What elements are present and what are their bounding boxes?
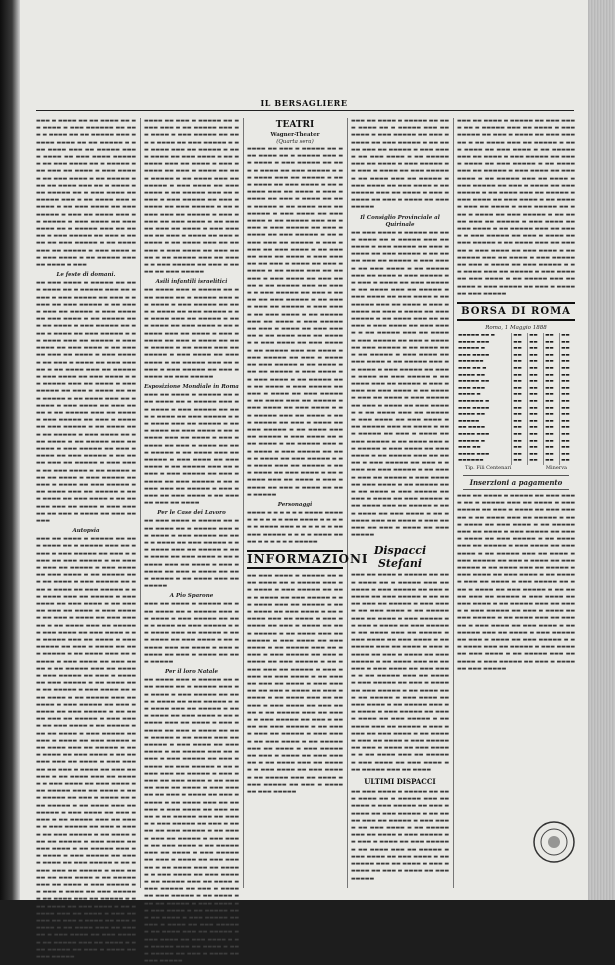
table-row: ▬▬▬▬▬ ▬▬ ▬▬ ▬▬ ▬▬ (458, 418, 570, 424)
table-row: ▬▬▬▬ ▬ ▬▬ ▬▬ ▬▬ ▬▬ (458, 392, 570, 398)
theatre-subheading: Wagner-Theater (270, 132, 320, 138)
table-row: ▬▬▬▬▬ ▬ ▬▬ ▬▬ ▬▬ ▬▬ (458, 438, 570, 444)
informazioni-heading: INFORMAZIONI (247, 550, 343, 569)
table-row: ▬▬▬▬ ▬▬ ▬▬ ▬▬ ▬▬ ▬▬ (458, 372, 570, 378)
table-row: ▬▬▬ ▬▬▬▬ ▬▬ ▬▬ ▬▬ ▬▬ (458, 405, 570, 411)
printer-line (457, 465, 575, 472)
illegible-text-block: ▬▬▬ ▬▬ ▬▬▬▬ ▬ ▬▬▬▬▬ ▬▬ ▬▬▬ ▬▬▬▬ ▬▬ ▬ ▬▬▬▬▬ ▬▬▬ ▬▬ ▬▬▬▬ ▬ ▬▬▬ ▬▬▬▬▬ ▬▬ ▬▬▬ ▬ ▬▬▬▬ ▬▬ ▬▬▬ ▬▬▬▬▬ ▬ ▬▬ ▬▬▬▬ ▬▬▬ ▬▬ ▬▬▬▬▬ ▬ ▬▬▬ ▬▬▬▬ ▬▬ ▬▬▬ ▬▬▬▬ ▬ ▬▬ ▬▬▬▬▬ ▬▬▬ ▬▬ ▬▬▬▬ ▬ ▬▬▬ ▬▬▬▬▬ ▬▬ ▬▬▬ ▬ ▬▬▬▬ ▬▬ ▬▬▬ ▬▬▬▬▬ ▬ ▬▬ ▬▬▬▬ ▬▬▬ ▬▬ ▬▬▬▬▬ ▬ ▬▬▬ ▬▬▬▬ ▬▬ ▬▬▬ ▬▬▬▬ ▬ ▬▬ ▬▬▬▬▬ ▬▬▬ ▬▬ ▬▬▬▬ ▬ ▬▬▬ ▬▬▬▬▬ ▬▬ ▬▬▬ ▬ ▬▬▬▬ ▬▬ ▬▬▬ ▬▬▬▬▬ ▬ ▬▬ ▬▬▬▬ ▬▬▬ ▬▬ ▬▬▬▬▬ ▬ ▬▬▬ ▬▬▬▬ ▬▬ ▬▬▬ ▬▬▬▬ ▬ ▬▬ ▬▬▬▬▬ ▬▬▬ ▬▬ ▬▬▬▬ (144, 392, 239, 507)
table-row: ▬▬▬▬▬ ▬ ▬▬ ▬▬ ▬▬ ▬▬ (458, 346, 570, 352)
table-row: ▬▬▬▬ ▬▬▬ ▬▬ ▬▬ ▬▬ ▬▬ (458, 451, 570, 457)
section-heading: A Pio Sparone (169, 593, 214, 600)
column-1 (36, 118, 136, 960)
theatre-note: (Quarta sera) (276, 139, 314, 145)
theatre-heading: TEATRI (275, 120, 315, 130)
illegible-text-block: ▬▬ ▬▬▬ ▬▬▬▬ ▬ ▬▬▬▬▬ ▬▬ ▬▬▬ ▬▬▬▬ ▬▬ ▬ ▬▬▬▬▬ ▬▬▬ ▬▬ ▬▬▬▬ ▬ ▬▬▬ ▬▬▬▬▬ ▬▬ ▬▬▬ ▬ ▬▬▬▬ ▬▬ ▬▬▬ ▬▬▬▬▬ ▬ ▬▬ ▬▬▬▬ ▬▬▬ ▬▬ ▬▬▬▬▬ ▬ ▬▬▬ ▬▬▬▬ ▬▬ ▬▬▬ ▬▬▬▬ ▬ ▬▬ ▬▬▬▬▬ ▬▬▬ ▬▬ ▬▬▬▬ ▬ ▬▬▬ ▬▬▬▬▬ ▬▬ ▬▬▬ ▬ ▬▬▬▬ ▬▬ ▬▬▬ ▬▬▬▬▬ ▬ ▬▬ ▬▬▬▬ ▬▬▬ ▬▬ ▬▬▬▬▬ ▬ ▬▬▬ ▬▬▬▬ ▬▬ ▬▬▬ ▬▬▬▬ ▬ ▬▬ ▬▬▬▬▬ ▬▬▬ ▬▬ ▬▬▬▬ ▬ ▬▬▬ ▬▬▬▬▬ ▬▬ ▬▬▬ ▬ ▬▬▬▬ ▬▬ ▬▬▬ ▬▬▬▬▬ ▬ ▬▬ ▬▬▬▬ ▬▬▬ ▬▬ ▬▬▬▬▬ ▬ ▬▬▬ ▬▬▬▬ ▬▬ ▬▬▬ ▬▬▬▬ ▬ ▬▬ ▬▬▬▬▬ ▬▬▬ ▬▬ ▬▬▬▬ ▬ ▬▬▬ ▬▬▬▬▬ ▬▬ ▬▬▬ ▬ ▬▬▬▬ ▬▬ ▬▬▬ ▬▬▬▬▬ ▬ ▬▬ ▬▬▬▬ ▬▬▬ ▬▬ ▬▬▬▬▬ ▬ ▬▬▬ ▬▬▬▬ ▬▬ ▬▬▬ ▬▬▬▬ ▬ ▬▬ ▬▬▬▬▬ ▬▬▬ ▬▬ ▬▬▬▬ ▬ ▬▬▬ ▬▬▬▬▬ ▬▬ ▬▬▬ ▬ ▬▬▬▬ ▬▬ ▬▬▬ ▬▬▬▬▬ ▬ ▬▬ ▬▬▬▬ ▬▬▬ ▬▬ ▬▬▬▬▬ ▬ ▬▬▬ ▬▬▬▬ ▬▬ ▬▬▬ ▬▬▬▬ ▬ ▬▬ ▬▬▬▬▬ ▬▬▬ ▬▬ ▬▬▬▬ ▬ ▬▬▬ ▬▬▬▬▬ ▬▬ ▬▬▬ ▬ ▬▬▬▬ ▬▬ ▬▬▬ ▬▬▬▬▬ ▬ ▬▬ ▬▬▬▬ ▬▬▬ ▬▬ ▬▬▬▬▬ ▬ ▬▬▬ ▬▬▬▬ ▬▬ ▬▬▬ ▬▬▬▬ ▬ ▬▬ ▬▬▬▬▬ ▬▬▬ ▬▬ ▬▬▬▬ ▬ ▬▬▬ ▬▬▬▬▬ ▬▬ ▬▬▬ ▬ ▬▬▬▬ ▬▬ ▬▬▬ ▬▬▬▬▬ ▬ ▬▬ ▬▬▬▬ ▬▬▬ ▬▬ ▬▬▬▬▬ ▬ ▬▬▬ ▬▬▬▬ ▬▬ ▬▬▬ ▬▬▬▬ ▬ ▬▬ ▬▬▬▬▬ ▬▬▬ ▬▬ ▬▬▬▬ ▬ ▬▬▬ ▬▬▬▬▬ ▬▬ ▬▬▬ ▬ ▬▬▬▬ ▬▬ ▬▬▬ ▬▬▬▬▬ (36, 280, 136, 524)
header-rule (36, 110, 574, 111)
section-heading: Per il loro Natale (165, 669, 218, 676)
column-divider (453, 118, 454, 888)
column-3 (247, 118, 369, 888)
table-row: ▬▬▬▬ ▬▬▬ ▬▬ ▬▬ ▬▬ ▬▬ (458, 431, 570, 437)
column-divider (243, 118, 244, 888)
table-row: ▬▬▬ ▬▬▬ ▬▬ ▬▬ ▬▬ ▬▬ (458, 385, 570, 391)
column-divider (347, 118, 348, 888)
table-row: ▬▬▬▬▬▬ ▬▬ ▬▬ ▬▬ ▬▬ (458, 359, 570, 365)
newspaper-page (20, 0, 588, 965)
table-row: ▬▬▬▬ ▬▬▬ ▬▬ ▬▬ ▬▬ ▬▬ (458, 339, 570, 345)
borsa-table (457, 333, 575, 465)
table-row: ▬▬ ▬▬▬▬ ▬▬ ▬▬ ▬▬ ▬▬ (458, 425, 570, 431)
illegible-text-block: ▬▬ ▬▬▬▬ ▬▬▬ ▬ ▬▬▬▬▬ ▬▬ ▬▬▬ ▬▬▬▬ ▬▬ ▬ ▬▬▬▬▬ ▬▬▬ ▬▬ ▬▬▬▬ ▬ ▬▬▬ ▬▬▬▬▬ ▬▬ ▬▬▬ ▬ ▬▬▬▬ ▬▬ ▬▬▬ ▬▬▬▬▬ ▬ ▬▬ ▬▬▬▬ ▬▬▬ ▬▬ ▬▬▬▬▬ ▬ ▬▬▬ ▬▬▬▬ ▬▬ ▬▬▬ ▬▬▬▬ ▬ ▬▬ ▬▬▬▬▬ ▬▬▬ ▬▬ ▬▬▬▬ ▬ ▬▬▬ ▬▬▬▬▬ ▬▬ ▬▬▬ ▬ ▬▬▬▬ ▬▬ ▬▬▬ ▬▬▬▬▬ ▬ ▬▬ ▬▬▬▬ ▬▬▬ ▬▬ ▬▬▬▬▬ ▬ ▬▬▬ ▬▬▬▬ ▬▬ ▬▬▬ ▬▬▬▬ ▬ ▬▬ ▬▬▬▬▬ ▬▬▬ ▬▬ ▬▬▬▬ ▬ ▬▬▬ ▬▬▬▬▬ ▬▬ ▬▬▬ ▬ ▬▬▬▬ ▬▬ ▬▬▬ ▬▬▬▬▬ ▬ ▬▬ ▬▬▬▬ ▬▬▬ ▬▬ ▬▬▬▬▬ ▬ ▬▬▬ ▬▬▬▬ ▬▬ ▬▬▬ ▬▬▬▬ ▬ ▬▬ ▬▬▬▬▬ ▬▬▬ ▬▬ ▬▬▬▬ ▬ ▬▬▬ ▬▬▬▬▬ ▬▬ ▬▬▬ ▬ ▬▬▬▬ ▬▬ ▬▬▬ ▬▬▬▬▬ ▬ ▬▬ ▬▬▬▬ ▬▬▬ ▬▬ ▬▬▬▬▬ ▬ ▬▬▬ ▬▬▬▬ ▬▬ ▬▬▬ ▬▬▬▬ ▬ ▬▬ ▬▬▬▬▬ ▬▬▬ ▬▬ ▬▬▬▬ ▬ ▬▬▬ ▬▬▬▬▬ ▬▬ ▬▬▬ ▬ ▬▬▬▬ ▬▬ ▬▬▬ ▬▬▬▬▬ ▬ ▬▬ ▬▬▬▬ ▬▬▬ ▬▬ ▬▬▬▬▬ ▬ ▬▬▬ ▬▬▬▬ ▬▬ ▬▬▬ ▬▬▬▬ ▬ ▬▬ ▬▬▬▬▬ ▬▬▬ ▬▬ ▬▬▬▬ ▬ ▬▬▬ ▬▬▬▬▬ ▬▬ ▬▬▬ ▬ ▬▬▬▬ ▬▬ ▬▬▬ ▬▬▬▬▬ ▬ ▬▬ ▬▬▬▬ ▬▬▬ ▬▬ ▬▬▬▬▬ ▬ ▬▬▬ ▬▬▬▬ ▬▬ ▬▬▬ ▬▬▬▬ ▬ ▬▬ ▬▬▬▬▬ ▬▬▬ ▬▬ ▬▬▬▬ ▬ ▬▬▬ ▬▬▬▬▬ ▬▬ ▬▬▬ ▬ ▬▬▬▬ ▬▬ ▬▬▬ ▬▬▬▬▬ ▬ ▬▬ ▬▬▬▬ ▬▬▬ ▬▬ ▬▬▬▬▬ ▬ ▬▬▬ ▬▬▬▬ ▬▬ ▬▬▬ ▬▬▬▬ ▬ ▬▬ ▬▬▬▬▬ ▬▬▬ ▬▬ ▬▬▬▬ ▬ ▬▬▬ ▬▬▬▬▬ ▬▬ ▬▬▬ ▬ ▬▬▬▬ ▬▬ ▬▬▬ ▬▬▬▬▬ ▬ ▬▬ ▬▬▬▬ ▬▬▬ ▬▬ ▬▬▬▬▬ ▬ ▬▬▬ ▬▬▬▬ ▬▬ ▬▬▬ ▬▬▬▬ ▬ ▬▬ ▬▬▬▬▬ ▬▬▬ ▬▬ ▬▬▬▬ ▬ ▬▬▬ ▬▬▬▬▬ ▬▬ ▬▬▬ ▬ ▬▬▬▬ ▬▬ ▬▬▬ ▬▬▬▬▬ (144, 677, 239, 965)
table-row: ▬▬▬▬▬▬ ▬▬ ▬▬ ▬▬ ▬▬ (458, 458, 570, 464)
inserzioni-heading: Inserzioni a pagamento (469, 477, 563, 487)
divider (463, 489, 569, 490)
illegible-cast-list: ▬▬▬▬ ▬ ▬ ▬ ▬ ▬ ▬ ▬▬▬▬ ▬▬▬▬▬ ▬ ▬ ▬ ▬ ▬ ▬▬▬ ▬▬▬▬ ▬ ▬ ▬ ▬ ▬ ▬ ▬▬▬▬ ▬▬▬ ▬ ▬ ▬ ▬ ▬ ▬ ▬▬▬▬▬ ▬▬▬▬▬ ▬ ▬ ▬ ▬ ▬▬▬▬ ▬▬▬▬ ▬ ▬ ▬ ▬ ▬ ▬ ▬▬▬▬▬ (247, 509, 343, 545)
book-gutter (0, 0, 20, 900)
section-heading: Esposizione Mondiale in Roma (144, 384, 239, 391)
round-library-stamp-icon (532, 820, 576, 864)
illegible-text-block: ▬▬▬ ▬▬ ▬▬▬▬ ▬ ▬▬▬▬▬ ▬▬ ▬▬▬ ▬▬▬▬ ▬▬ ▬ ▬▬▬▬▬ ▬▬▬ ▬▬ ▬▬▬▬ ▬ ▬▬▬ ▬▬▬▬▬ ▬▬ ▬▬▬ ▬ ▬▬▬▬ ▬▬ ▬▬▬ ▬▬▬▬▬ ▬ ▬▬ ▬▬▬▬ ▬▬▬ ▬▬ ▬▬▬▬▬ ▬ ▬▬▬ ▬▬▬▬ ▬▬ ▬▬▬ ▬▬▬▬ ▬ ▬▬ ▬▬▬▬▬ ▬▬▬ ▬▬ ▬▬▬▬ ▬ ▬▬▬ ▬▬▬▬▬ ▬▬ ▬▬▬ ▬ ▬▬▬▬ ▬▬ ▬▬▬ ▬▬▬▬▬ ▬ ▬▬ ▬▬▬▬ ▬▬▬ ▬▬ ▬▬▬▬▬ ▬ ▬▬▬ ▬▬▬▬ ▬▬ ▬▬▬ ▬▬▬▬ ▬ ▬▬ ▬▬▬▬▬ ▬▬▬ ▬▬ ▬▬▬▬ ▬ ▬▬▬ ▬▬▬▬▬ ▬▬ ▬▬▬ ▬ ▬▬▬▬ ▬▬ ▬▬▬ ▬▬▬▬▬ ▬ ▬▬ ▬▬▬▬ ▬▬▬ ▬▬ ▬▬▬▬▬ ▬ ▬▬▬ ▬▬▬▬ ▬▬ ▬▬▬ ▬▬▬▬ ▬ ▬▬ ▬▬▬▬▬ ▬▬▬ ▬▬ ▬▬▬▬ ▬ ▬▬▬ ▬▬▬▬▬ ▬▬ ▬▬▬ ▬ ▬▬▬▬ ▬▬ ▬▬▬ ▬▬▬▬▬ ▬ ▬▬ ▬▬▬▬ ▬▬▬ ▬▬ ▬▬▬▬▬ ▬ ▬▬▬ ▬▬▬▬ ▬▬ ▬▬▬ ▬▬▬▬ ▬ ▬▬ ▬▬▬▬▬ ▬▬▬ ▬▬ ▬▬▬▬ ▬ ▬▬▬ ▬▬▬▬▬ ▬▬ ▬▬▬ ▬ ▬▬▬▬ ▬▬ ▬▬▬ ▬▬▬▬▬ ▬ ▬▬ ▬▬▬▬ ▬▬▬ ▬▬ ▬▬▬▬▬ ▬ ▬▬▬ ▬▬▬▬ ▬▬ ▬▬▬ ▬▬▬▬ ▬ ▬▬ ▬▬▬▬▬ ▬▬▬ ▬▬ ▬▬▬▬ ▬ ▬▬▬ ▬▬▬▬▬ ▬▬ ▬▬▬ ▬ ▬▬▬▬ ▬▬ ▬▬▬ ▬▬▬▬▬ ▬ ▬▬ ▬▬▬▬ ▬▬▬ ▬▬ ▬▬▬▬▬ ▬ ▬▬▬ ▬▬▬▬ ▬▬ ▬▬▬ ▬▬▬▬ ▬ ▬▬ ▬▬▬▬▬ ▬▬▬ ▬▬ ▬▬▬▬ ▬ ▬▬▬ ▬▬▬▬▬ ▬▬ ▬▬▬ ▬ ▬▬▬▬ ▬▬ ▬▬▬ ▬▬▬▬▬ (457, 492, 575, 672)
borsa-heading: BORSA DI ROMA (457, 302, 575, 321)
illegible-text-block: ▬▬ ▬▬▬ ▬▬▬▬ ▬ ▬▬▬▬▬ ▬▬ ▬▬▬ ▬▬▬▬ ▬▬ ▬ ▬▬▬▬▬ ▬▬▬ ▬▬ ▬▬▬▬ ▬ ▬▬▬ ▬▬▬▬▬ ▬▬ ▬▬▬ ▬ ▬▬▬▬ ▬▬ ▬▬▬ ▬▬▬▬▬ ▬ ▬▬ ▬▬▬▬ ▬▬▬ ▬▬ ▬▬▬▬▬ ▬ ▬▬▬ ▬▬▬▬ ▬▬ ▬▬▬ ▬▬▬▬ ▬ ▬▬ ▬▬▬▬▬ ▬▬▬ ▬▬ ▬▬▬▬ ▬ ▬▬▬ ▬▬▬▬▬ ▬▬ ▬▬▬ ▬ ▬▬▬▬ ▬▬ ▬▬▬ ▬▬▬▬▬ ▬ ▬▬ ▬▬▬▬ ▬▬▬ ▬▬ ▬▬▬▬▬ ▬ ▬▬▬ ▬▬▬▬ ▬▬ ▬▬▬ ▬▬▬▬ ▬ ▬▬ ▬▬▬▬▬ ▬▬▬ ▬▬ ▬▬▬▬ ▬ ▬▬▬ ▬▬▬▬▬ ▬▬ ▬▬▬ ▬ ▬▬▬▬ ▬▬ ▬▬▬ ▬▬▬▬▬ ▬ ▬▬ ▬▬▬▬ ▬▬▬ ▬▬ ▬▬▬▬▬ ▬ ▬▬▬ ▬▬▬▬ ▬▬ ▬▬▬ ▬▬▬▬ ▬ ▬▬ ▬▬▬▬▬ ▬▬▬ ▬▬ ▬▬▬▬ ▬ ▬▬▬ ▬▬▬▬▬ ▬▬ ▬▬▬ ▬ ▬▬▬▬ ▬▬ ▬▬▬ ▬▬▬▬▬ ▬ ▬▬ ▬▬▬▬ ▬▬▬ ▬▬ ▬▬▬▬▬ ▬ ▬▬▬ ▬▬▬▬ ▬▬ ▬▬▬ ▬▬▬▬ ▬ ▬▬ ▬▬▬▬▬ ▬▬▬ ▬▬ ▬▬▬▬ ▬ ▬▬▬ ▬▬▬▬▬ ▬▬ ▬▬▬ ▬ ▬▬▬▬ ▬▬ ▬▬▬ ▬▬▬▬▬ ▬ ▬▬ ▬▬▬▬ ▬▬▬ ▬▬ ▬▬▬▬▬ ▬ ▬▬▬ ▬▬▬▬ ▬▬ ▬▬▬ ▬▬▬▬ ▬ ▬▬ ▬▬▬▬▬ ▬▬▬ ▬▬ ▬▬▬▬ ▬ ▬▬▬ ▬▬▬▬▬ ▬▬ ▬▬▬ ▬ ▬▬▬▬ ▬▬ ▬▬▬ ▬▬▬▬▬ ▬ ▬▬ ▬▬▬▬ ▬▬▬ ▬▬ ▬▬▬▬▬ ▬ ▬▬▬ ▬▬▬▬ ▬▬ ▬▬▬ ▬▬▬▬ ▬ ▬▬ ▬▬▬▬▬ ▬▬▬ ▬▬ ▬▬▬▬ ▬ ▬▬▬ ▬▬▬▬▬ ▬▬ ▬▬▬ ▬ ▬▬▬▬ ▬▬ ▬▬▬ ▬▬▬▬▬ ▬ ▬▬ ▬▬▬▬ ▬▬▬ ▬▬ ▬▬▬▬▬ ▬ ▬▬▬ ▬▬▬▬ ▬▬ ▬▬▬ ▬▬▬▬ ▬ ▬▬ ▬▬▬▬▬ ▬▬▬ ▬▬ ▬▬▬▬ ▬ ▬▬▬ ▬▬▬▬▬ ▬▬ ▬▬▬ ▬ ▬▬▬▬ ▬▬ ▬▬▬ ▬▬▬▬▬ ▬ ▬▬ ▬▬▬▬ ▬▬▬ ▬▬ ▬▬▬▬▬ ▬ ▬▬▬ ▬▬▬▬ ▬▬ ▬▬▬ ▬▬▬▬ ▬ ▬▬ ▬▬▬▬▬ ▬▬▬ ▬▬ ▬▬▬▬ ▬ ▬▬▬ ▬▬▬▬▬ ▬▬ ▬▬▬ ▬ ▬▬▬▬ ▬▬ ▬▬▬ ▬▬▬▬▬ ▬ ▬▬ ▬▬▬▬ ▬▬▬ ▬▬ ▬▬▬▬▬ ▬ ▬▬▬ ▬▬▬▬ ▬▬ ▬▬▬ ▬▬▬▬ ▬ ▬▬ ▬▬▬▬▬ ▬▬▬ ▬▬ ▬▬▬▬ ▬ ▬▬▬ ▬▬▬▬▬ ▬▬ ▬▬▬ ▬ ▬▬▬▬ ▬▬ ▬▬▬ ▬▬▬▬▬ (351, 229, 449, 539)
illegible-text-block: ▬▬▬ ▬ ▬▬▬▬ ▬▬ ▬▬ ▬▬▬▬ ▬▬ ▬▬ ▬▬▬▬ ▬ ▬▬▬ ▬▬▬▬▬▬ ▬▬ ▬▬▬ ▬ ▬▬▬▬ ▬▬ ▬▬ ▬▬▬▬▬ ▬▬▬ ▬ ▬▬▬▬ ▬▬▬▬ ▬▬ ▬▬ ▬▬▬▬▬ ▬ ▬▬▬ ▬▬▬▬ ▬▬▬ ▬▬ ▬▬▬▬▬ ▬▬▬ ▬ ▬▬▬▬ ▬▬ ▬▬▬ ▬▬▬▬ ▬▬▬▬▬ ▬ ▬▬ ▬▬▬ ▬▬▬▬ ▬▬ ▬ ▬▬▬▬▬ ▬▬▬ ▬▬▬ ▬▬ ▬▬▬▬ ▬ ▬▬▬ ▬▬▬▬▬ ▬▬ ▬▬▬ ▬▬▬▬ ▬ ▬▬ ▬▬▬▬▬ ▬▬▬ ▬▬ ▬▬▬▬ ▬▬▬ ▬▬ ▬ ▬▬▬▬ ▬▬▬ ▬▬▬▬▬ ▬▬ ▬ ▬▬▬ ▬▬▬▬ ▬▬ ▬▬▬▬▬ ▬▬▬ ▬ ▬▬ ▬▬▬▬ ▬▬▬ ▬▬▬▬▬ ▬ ▬▬ ▬▬▬ ▬▬▬▬ ▬▬ ▬▬▬ ▬▬▬▬▬ ▬ ▬▬▬ ▬▬ ▬▬▬▬ ▬▬▬ ▬▬ ▬▬▬▬▬ ▬ ▬▬▬ ▬▬▬▬ ▬▬ ▬▬▬ ▬▬▬▬ ▬▬ ▬ ▬▬▬▬▬ ▬▬▬ ▬▬ ▬▬▬▬ ▬ ▬▬▬ ▬▬▬▬▬ ▬▬ ▬▬▬ ▬ ▬▬▬▬ ▬▬ ▬▬▬ ▬▬▬▬▬ ▬ ▬▬ ▬▬▬▬ ▬▬▬ ▬▬ ▬▬▬▬▬ ▬ ▬▬▬ ▬▬▬▬ ▬▬ ▬▬▬ ▬▬▬▬ ▬ ▬▬ ▬▬▬▬▬ ▬▬▬ ▬▬ ▬▬▬▬ ▬ ▬▬▬ (36, 118, 136, 269)
illegible-text-block: ▬▬▬▬ ▬▬ ▬▬▬ ▬ ▬▬▬▬▬ ▬▬ ▬▬▬ ▬▬▬▬ ▬▬ ▬ ▬▬▬▬▬ ▬▬▬ ▬▬ ▬▬▬▬ ▬ ▬▬▬ ▬▬▬▬▬ ▬▬ ▬▬▬ ▬ ▬▬▬▬ ▬▬ ▬▬▬ ▬▬▬▬▬ ▬ ▬▬ ▬▬▬▬ ▬▬▬ ▬▬ ▬▬▬▬▬ ▬ ▬▬▬ ▬▬▬▬ ▬▬ ▬▬▬ ▬▬▬▬ ▬ ▬▬ ▬▬▬▬▬ ▬▬▬ ▬▬ ▬▬▬▬ ▬ ▬▬▬ ▬▬▬▬▬ ▬▬ ▬▬▬ ▬ ▬▬▬▬ ▬▬ ▬▬▬ ▬▬▬▬▬ ▬ ▬▬ ▬▬▬▬ ▬▬▬ ▬▬ ▬▬▬▬▬ ▬ ▬▬▬ ▬▬▬▬ ▬▬ ▬▬▬ ▬▬▬▬ ▬ ▬▬ ▬▬▬▬▬ ▬▬▬ ▬▬ ▬▬▬▬ ▬ ▬▬▬ ▬▬▬▬▬ ▬▬ ▬▬▬ ▬ ▬▬▬▬ ▬▬ ▬▬▬ ▬▬▬▬▬ ▬ ▬▬ ▬▬▬▬ ▬▬▬ ▬▬ ▬▬▬▬▬ ▬ ▬▬▬ ▬▬▬▬ ▬▬ ▬▬▬ ▬▬▬▬ ▬ ▬▬ ▬▬▬▬▬ ▬▬▬ ▬▬ ▬▬▬▬ ▬ ▬▬▬ ▬▬▬▬▬ ▬▬ ▬▬▬ ▬ ▬▬▬▬ ▬▬ ▬▬▬ ▬▬▬▬▬ ▬ ▬▬ ▬▬▬▬ ▬▬▬ ▬▬ ▬▬▬▬▬ ▬ ▬▬▬ ▬▬▬▬ ▬▬ ▬▬▬ ▬▬▬▬ ▬ ▬▬ ▬▬▬▬▬ ▬▬▬ ▬▬ ▬▬▬▬ ▬ ▬▬▬ ▬▬▬▬▬ ▬▬ ▬▬▬ ▬ ▬▬▬▬ ▬▬ ▬▬▬ ▬▬▬▬▬ ▬ ▬▬ ▬▬▬▬ ▬▬▬ ▬▬ ▬▬▬▬▬ ▬ ▬▬▬ ▬▬▬▬ ▬▬ ▬▬▬ ▬▬▬▬ ▬ ▬▬ ▬▬▬▬▬ ▬▬▬ ▬▬ ▬▬▬▬ ▬ ▬▬▬ ▬▬▬▬▬ ▬▬ ▬▬▬ ▬ ▬▬▬▬ ▬▬ ▬▬▬ ▬▬▬▬▬ ▬ ▬▬ ▬▬▬▬ ▬▬▬ ▬▬ ▬▬▬▬▬ ▬ ▬▬▬ ▬▬▬▬ ▬▬ ▬▬▬ ▬▬▬▬ ▬ ▬▬ ▬▬▬▬▬ ▬▬▬ ▬▬ ▬▬▬▬ ▬ ▬▬▬ ▬▬▬▬▬ ▬▬ ▬▬▬ ▬ ▬▬▬▬ ▬▬ ▬▬▬ ▬▬▬▬▬ ▬ ▬▬ ▬▬▬▬ ▬▬▬ ▬▬ ▬▬▬▬▬ ▬ ▬▬▬ ▬▬▬▬ ▬▬ ▬▬▬ ▬▬▬▬ ▬ ▬▬ ▬▬▬▬▬ ▬▬▬ ▬▬ ▬▬▬▬ ▬ ▬▬▬ ▬▬▬▬▬ ▬▬ ▬▬▬ ▬ ▬▬▬▬ ▬▬ ▬▬▬ ▬▬▬▬▬ ▬ ▬▬ ▬▬▬▬ ▬▬▬ ▬▬ ▬▬▬▬▬ ▬ ▬▬▬ ▬▬▬▬ ▬▬ ▬▬▬ ▬▬▬▬ ▬ ▬▬ ▬▬▬▬▬ ▬▬▬ ▬▬ ▬▬▬▬ ▬ ▬▬▬ ▬▬▬▬▬ ▬▬ ▬▬▬ ▬ ▬▬▬▬ ▬▬ ▬▬▬ ▬▬▬▬▬ ▬ ▬▬ ▬▬▬▬ ▬▬▬ ▬▬ ▬▬▬▬▬ ▬ ▬▬▬ ▬▬▬▬ ▬▬ ▬▬▬ ▬▬▬▬ ▬ ▬▬ ▬▬▬▬▬ ▬▬▬ ▬▬ ▬▬▬▬ ▬ ▬▬▬ ▬▬▬▬▬ ▬▬ ▬▬▬ ▬ ▬▬▬▬ ▬▬ ▬▬▬ ▬▬▬▬▬ ▬ ▬▬ ▬▬▬▬ ▬▬▬ ▬▬ ▬▬▬▬▬ ▬ ▬▬▬ ▬▬▬▬ ▬▬ ▬▬▬ ▬▬▬▬ ▬ ▬▬ ▬▬▬▬▬ ▬▬▬ ▬▬ ▬▬▬▬ ▬ ▬▬▬ ▬▬▬▬▬ ▬▬ ▬▬▬ ▬ ▬▬▬▬ ▬▬ ▬▬▬ ▬▬▬▬▬ (247, 146, 343, 498)
section-heading: Autopsia (72, 528, 100, 535)
illegible-text-block: ▬▬▬ ▬▬ ▬▬▬▬ ▬ ▬▬▬▬▬ ▬▬ ▬▬▬ ▬▬▬▬ ▬▬ ▬ ▬▬▬▬▬ ▬▬▬ ▬▬ ▬▬▬▬ ▬ ▬▬▬ ▬▬▬▬▬ ▬▬ ▬▬▬ ▬ ▬▬▬▬ ▬▬ ▬▬▬ ▬▬▬▬▬ ▬ ▬▬ ▬▬▬▬ ▬▬▬ ▬▬ ▬▬▬▬▬ ▬ ▬▬▬ ▬▬▬▬ ▬▬ ▬▬▬ ▬▬▬▬ ▬ ▬▬ ▬▬▬▬▬ ▬▬▬ ▬▬ ▬▬▬▬ ▬ ▬▬▬ ▬▬▬▬▬ ▬▬ ▬▬▬ ▬ ▬▬▬▬ ▬▬ ▬▬▬ ▬▬▬▬▬ ▬ ▬▬ ▬▬▬▬ ▬▬▬ ▬▬ ▬▬▬▬▬ ▬ ▬▬▬ ▬▬▬▬ ▬▬ ▬▬▬ ▬▬▬▬ ▬ ▬▬ ▬▬▬▬▬ ▬▬▬ ▬▬ ▬▬▬▬ ▬ ▬▬▬ ▬▬▬▬▬ ▬▬ ▬▬▬ ▬ ▬▬▬▬ ▬▬ ▬▬▬ ▬▬▬▬▬ (351, 118, 449, 211)
section-heading: Per le Case dei Lavoro (157, 510, 226, 517)
table-row: ▬▬▬▬ ▬▬ ▬▬ ▬▬ ▬▬ ▬▬ (458, 412, 570, 418)
table-row: ▬▬▬▬▬ ▬▬ ▬ ▬▬ ▬▬ ▬▬ ▬▬ (458, 333, 570, 339)
table-row: ▬▬▬ ▬▬ ▬ ▬▬ ▬▬ ▬▬ ▬▬ (458, 366, 570, 372)
page-stack-edge (588, 0, 615, 900)
table-row: ▬▬▬▬▬ ▬▬ ▬▬ ▬▬ ▬▬ ▬▬ (458, 379, 570, 385)
column-5 (457, 118, 575, 888)
illegible-text-block: ▬▬▬▬ ▬▬ ▬▬▬ ▬ ▬▬▬▬▬ ▬▬ ▬▬▬▬ ▬▬▬ ▬ ▬▬ ▬▬▬▬▬ ▬▬▬ ▬▬ ▬▬▬▬ ▬ ▬▬▬ ▬▬▬▬▬ ▬▬ ▬▬▬ ▬ ▬▬▬▬ ▬▬ ▬▬▬ ▬▬▬▬▬ ▬ ▬▬ ▬▬▬▬ ▬▬▬ ▬▬ ▬▬▬▬▬ ▬ ▬▬▬ ▬▬▬▬ ▬▬ ▬▬▬ ▬▬▬▬ ▬ ▬▬ ▬▬▬▬▬ ▬▬▬ ▬▬ ▬▬▬▬ ▬ ▬▬▬ ▬▬▬▬▬ ▬▬ ▬▬▬ ▬ ▬▬▬▬ ▬▬ ▬▬▬ ▬▬▬▬▬ ▬ ▬▬ ▬▬▬▬ ▬▬▬ ▬▬ ▬▬▬▬▬ ▬ ▬▬▬ ▬▬▬▬ ▬▬ ▬▬▬ ▬▬▬▬ ▬ ▬▬ ▬▬▬▬▬ ▬▬▬ ▬▬ ▬▬▬▬ ▬ ▬▬▬ ▬▬▬▬▬ ▬▬ ▬▬▬ ▬ ▬▬▬▬ ▬▬ ▬▬▬ ▬▬▬▬▬ ▬ ▬▬ ▬▬▬▬ ▬▬▬ ▬▬ ▬▬▬▬▬ ▬ ▬▬▬ ▬▬▬▬ ▬▬ ▬▬▬ ▬▬▬▬ ▬ ▬▬ ▬▬▬▬▬ ▬▬▬ ▬▬ ▬▬▬▬ ▬ ▬▬▬ ▬▬▬▬▬ ▬▬ ▬▬▬ ▬ ▬▬▬▬ ▬▬ ▬▬▬ ▬▬▬▬▬ ▬ ▬▬ ▬▬▬▬ ▬▬▬ ▬▬ ▬▬▬▬▬ ▬ ▬▬▬ ▬▬▬▬ ▬▬ ▬▬▬ ▬▬▬▬ ▬ ▬▬ ▬▬▬▬▬ ▬▬▬ ▬▬ ▬▬▬▬ ▬ ▬▬▬ ▬▬▬▬▬ ▬▬ ▬▬▬ ▬ ▬▬▬▬ ▬▬ ▬▬▬ ▬▬▬▬▬ (144, 118, 239, 276)
section-heading: Le feste di domani. (56, 272, 116, 279)
column-divider (140, 118, 141, 888)
illegible-text-block: ▬▬ ▬▬▬▬ ▬▬▬ ▬ ▬▬▬▬▬ ▬▬ ▬▬▬ ▬▬▬▬ ▬▬ ▬ ▬▬▬▬▬ ▬▬▬ ▬▬ ▬▬▬▬ ▬ ▬▬▬ ▬▬▬▬▬ ▬▬ ▬▬▬ ▬ ▬▬▬▬ ▬▬ ▬▬▬ ▬▬▬▬▬ ▬ ▬▬ ▬▬▬▬ ▬▬▬ ▬▬ ▬▬▬▬▬ ▬ ▬▬▬ ▬▬▬▬ ▬▬ ▬▬▬ ▬▬▬▬ ▬ ▬▬ ▬▬▬▬▬ ▬▬▬ ▬▬ ▬▬▬▬ ▬ ▬▬▬ ▬▬▬▬▬ ▬▬ ▬▬▬ ▬ ▬▬▬▬ ▬▬ ▬▬▬ ▬▬▬▬▬ ▬ ▬▬ ▬▬▬▬ ▬▬▬ ▬▬ ▬▬▬▬▬ ▬ ▬▬▬ ▬▬▬▬ ▬▬ ▬▬▬ ▬▬▬▬ ▬ ▬▬ ▬▬▬▬▬ ▬▬▬ ▬▬ ▬▬▬▬ ▬ ▬▬▬ ▬▬▬▬▬ ▬▬ ▬▬▬ ▬ ▬▬▬▬ ▬▬ ▬▬▬ ▬▬▬▬▬ (144, 287, 239, 380)
illegible-text-block: ▬▬ ▬▬▬ ▬▬▬▬ ▬ ▬▬▬▬▬ ▬▬ ▬▬▬ ▬▬▬▬ ▬▬ ▬ ▬▬▬▬▬ ▬▬▬ ▬▬ ▬▬▬▬ ▬ ▬▬▬ ▬▬▬▬▬ ▬▬ ▬▬▬ ▬ ▬▬▬▬ ▬▬ ▬▬▬ ▬▬▬▬▬ ▬ ▬▬ ▬▬▬▬ ▬▬▬ ▬▬ ▬▬▬▬▬ ▬ ▬▬▬ ▬▬▬▬ ▬▬ ▬▬▬ ▬▬▬▬ ▬ ▬▬ ▬▬▬▬▬ ▬▬▬ ▬▬ ▬▬▬▬ ▬ ▬▬▬ ▬▬▬▬▬ ▬▬ ▬▬▬ ▬ ▬▬▬▬ ▬▬ ▬▬▬ ▬▬▬▬▬ ▬ ▬▬ ▬▬▬▬ ▬▬▬ ▬▬ ▬▬▬▬▬ ▬ ▬▬▬ ▬▬▬▬ ▬▬ ▬▬▬ ▬▬▬▬ ▬ ▬▬ ▬▬▬▬▬ ▬▬▬ ▬▬ ▬▬▬▬ ▬ ▬▬▬ ▬▬▬▬▬ ▬▬ ▬▬▬ ▬ ▬▬▬▬ ▬▬ ▬▬▬ ▬▬▬▬▬ ▬ ▬▬ ▬▬▬▬ ▬▬▬ ▬▬ ▬▬▬▬▬ ▬ ▬▬▬ ▬▬▬▬ ▬▬ ▬▬▬ ▬▬▬▬ ▬ ▬▬ ▬▬▬▬▬ ▬▬▬ ▬▬ ▬▬▬▬ ▬ ▬▬▬ ▬▬▬▬▬ ▬▬ ▬▬▬ ▬ ▬▬▬▬ ▬▬ ▬▬▬ ▬▬▬▬▬ ▬ ▬▬ ▬▬▬▬ ▬▬▬ ▬▬ ▬▬▬▬▬ ▬ ▬▬▬ ▬▬▬▬ ▬▬ ▬▬▬ ▬▬▬▬ ▬ ▬▬ ▬▬▬▬▬ ▬▬▬ ▬▬ ▬▬▬▬ ▬ ▬▬▬ ▬▬▬▬▬ ▬▬ ▬▬▬ ▬ ▬▬▬▬ ▬▬ ▬▬▬ ▬▬▬▬▬ ▬ ▬▬ ▬▬▬▬ ▬▬▬ ▬▬ ▬▬▬▬▬ ▬ ▬▬▬ ▬▬▬▬ ▬▬ ▬▬▬ ▬▬▬▬ ▬ ▬▬ ▬▬▬▬▬ ▬▬▬ ▬▬ ▬▬▬▬ ▬ ▬▬▬ ▬▬▬▬▬ ▬▬ ▬▬▬ ▬ ▬▬▬▬ ▬▬ ▬▬▬ ▬▬▬▬▬ ▬ ▬▬ ▬▬▬▬ ▬▬▬ ▬▬ ▬▬▬▬▬ ▬ ▬▬▬ ▬▬▬▬ ▬▬ ▬▬▬ ▬▬▬▬ ▬ ▬▬ ▬▬▬▬▬ ▬▬▬ ▬▬ ▬▬▬▬ ▬ ▬▬▬ ▬▬▬▬▬ ▬▬ ▬▬▬ ▬ ▬▬▬▬ ▬▬ ▬▬▬ ▬▬▬▬▬ (247, 572, 343, 796)
printer-name: Tip. Fili Centenari (465, 464, 512, 471)
dispacci-heading: Dispacci Stefani (373, 544, 427, 571)
section-heading: Il Consiglio Provinciale al Quirinale (360, 214, 440, 228)
masthead: IL BERSAGLIERE (260, 98, 348, 108)
section-heading: Asili infantili israelitici (155, 279, 228, 286)
cast-heading: Personaggi (277, 501, 313, 508)
illegible-text-block: ▬▬ ▬▬▬ ▬▬▬▬ ▬ ▬▬▬▬▬ ▬▬ ▬▬▬ ▬▬▬▬ ▬▬ ▬ ▬▬▬▬▬ ▬▬▬ ▬▬ ▬▬▬▬ ▬ ▬▬▬ ▬▬▬▬▬ ▬▬ ▬▬▬ ▬ ▬▬▬▬ ▬▬ ▬▬▬ ▬▬▬▬▬ ▬ ▬▬ ▬▬▬▬ ▬▬▬ ▬▬ ▬▬▬▬▬ ▬ ▬▬▬ ▬▬▬▬ ▬▬ ▬▬▬ ▬▬▬▬ ▬ ▬▬ ▬▬▬▬▬ ▬▬▬ ▬▬ ▬▬▬▬ ▬ ▬▬▬ ▬▬▬▬▬ ▬▬ ▬▬▬ ▬ ▬▬▬▬ ▬▬ ▬▬▬ ▬▬▬▬▬ ▬ ▬▬ ▬▬▬▬ ▬▬▬ ▬▬ ▬▬▬▬▬ ▬ ▬▬▬ ▬▬▬▬ ▬▬ ▬▬▬ ▬▬▬▬ ▬ ▬▬ ▬▬▬▬▬ ▬▬▬ ▬▬ ▬▬▬▬ ▬ ▬▬▬ ▬▬▬▬▬ ▬▬ ▬▬▬ ▬ ▬▬▬▬ ▬▬ ▬▬▬ ▬▬▬▬▬ (351, 789, 449, 882)
illegible-text-block: ▬▬▬ ▬▬ ▬▬▬▬ ▬ ▬▬▬▬▬ ▬▬ ▬▬▬ ▬▬▬▬ ▬▬ ▬ ▬▬▬▬▬ ▬▬▬ ▬▬ ▬▬▬▬ ▬ ▬▬▬ ▬▬▬▬▬ ▬▬ ▬▬▬ ▬ ▬▬▬▬ ▬▬ ▬▬▬ ▬▬▬▬▬ ▬ ▬▬ ▬▬▬▬ ▬▬▬ ▬▬ ▬▬▬▬▬ ▬ ▬▬▬ ▬▬▬▬ ▬▬ ▬▬▬ ▬▬▬▬ ▬ ▬▬ ▬▬▬▬▬ ▬▬▬ ▬▬ ▬▬▬▬ ▬ ▬▬▬ ▬▬▬▬▬ ▬▬ ▬▬▬ ▬ ▬▬▬▬ ▬▬ ▬▬▬ ▬▬▬▬▬ ▬ ▬▬ ▬▬▬▬ ▬▬▬ ▬▬ ▬▬▬▬▬ ▬ ▬▬▬ ▬▬▬▬ ▬▬ ▬▬▬ ▬▬▬▬ ▬ ▬▬ ▬▬▬▬▬ ▬▬▬ ▬▬ ▬▬▬▬ ▬ ▬▬▬ ▬▬▬▬▬ ▬▬ ▬▬▬ ▬ ▬▬▬▬ ▬▬ ▬▬▬ ▬▬▬▬▬ ▬ ▬▬ ▬▬▬▬ ▬▬▬ ▬▬ ▬▬▬▬▬ ▬ ▬▬▬ ▬▬▬▬ ▬▬ ▬▬▬ ▬▬▬▬ ▬ ▬▬ ▬▬▬▬▬ ▬▬▬ ▬▬ ▬▬▬▬ ▬ ▬▬▬ ▬▬▬▬▬ ▬▬ ▬▬▬ ▬ ▬▬▬▬ ▬▬ ▬▬▬ ▬▬▬▬▬ ▬ ▬▬ ▬▬▬▬ ▬▬▬ ▬▬ ▬▬▬▬▬ ▬ ▬▬▬ ▬▬▬▬ ▬▬ ▬▬▬ ▬▬▬▬ ▬ ▬▬ ▬▬▬▬▬ ▬▬▬ ▬▬ ▬▬▬▬ ▬ ▬▬▬ ▬▬▬▬▬ ▬▬ ▬▬▬ ▬ ▬▬▬▬ ▬▬ ▬▬▬ ▬▬▬▬▬ ▬ ▬▬ ▬▬▬▬ ▬▬▬ ▬▬ ▬▬▬▬▬ ▬ ▬▬▬ ▬▬▬▬ ▬▬ ▬▬▬ ▬▬▬▬ ▬ ▬▬ ▬▬▬▬▬ ▬▬▬ ▬▬ ▬▬▬▬ ▬ ▬▬▬ ▬▬▬▬▬ ▬▬ ▬▬▬ ▬ ▬▬▬▬ ▬▬ ▬▬▬ ▬▬▬▬▬ ▬ ▬▬ ▬▬▬▬ ▬▬▬ ▬▬ ▬▬▬▬▬ ▬ ▬▬▬ ▬▬▬▬ ▬▬ ▬▬▬ ▬▬▬▬ ▬ ▬▬ ▬▬▬▬▬ ▬▬▬ ▬▬ ▬▬▬▬ ▬ ▬▬▬ ▬▬▬▬▬ ▬▬ ▬▬▬ ▬ ▬▬▬▬ ▬▬ ▬▬▬ ▬▬▬▬▬ ▬ ▬▬ ▬▬▬▬ ▬▬▬ ▬▬ ▬▬▬▬▬ ▬ ▬▬▬ ▬▬▬▬ ▬▬ ▬▬▬ ▬▬▬▬ ▬ ▬▬ ▬▬▬▬▬ ▬▬▬ ▬▬ ▬▬▬▬ ▬ ▬▬▬ ▬▬▬▬▬ ▬▬ ▬▬▬ ▬ ▬▬▬▬ ▬▬ ▬▬▬ ▬▬▬▬▬ ▬ ▬▬ ▬▬▬▬ ▬▬▬ ▬▬ ▬▬▬▬▬ ▬ ▬▬▬ ▬▬▬▬ ▬▬ ▬▬▬ ▬▬▬▬ ▬ ▬▬ ▬▬▬▬▬ ▬▬▬ ▬▬ ▬▬▬▬ ▬ ▬▬▬ ▬▬▬▬▬ ▬▬ ▬▬▬ ▬ ▬▬▬▬ ▬▬ ▬▬▬ ▬▬▬▬▬ ▬ ▬▬ ▬▬▬▬ ▬▬▬ ▬▬ ▬▬▬▬▬ ▬ ▬▬▬ ▬▬▬▬ ▬▬ ▬▬▬ ▬▬▬▬ ▬ ▬▬ ▬▬▬▬▬ ▬▬▬ ▬▬ ▬▬▬▬ ▬ ▬▬▬ ▬▬▬▬▬ ▬▬ ▬▬▬ ▬ ▬▬▬▬ ▬▬ ▬▬▬ ▬▬▬▬▬ ▬ ▬▬ ▬▬▬▬ ▬▬▬ ▬▬ ▬▬▬▬▬ ▬ ▬▬▬ ▬▬▬▬ ▬▬ ▬▬▬ ▬▬▬▬ ▬ ▬▬ ▬▬▬▬▬ ▬▬▬ ▬▬ ▬▬▬▬ ▬ ▬▬▬ ▬▬▬▬▬ ▬▬ ▬▬▬ ▬ ▬▬▬▬ ▬▬ ▬▬▬ ▬▬▬▬▬ ▬ ▬▬ ▬▬▬▬ ▬▬▬ ▬▬ ▬▬▬▬▬ ▬ ▬▬▬ ▬▬▬▬ ▬▬ ▬▬▬ ▬▬▬▬ ▬ ▬▬ ▬▬▬▬▬ ▬▬▬ ▬▬ ▬▬▬▬ ▬ ▬▬▬ ▬▬▬▬▬ ▬▬ ▬▬▬ ▬ ▬▬▬▬ ▬▬ ▬▬▬ ▬▬▬▬▬ ▬ ▬▬ ▬▬▬▬ ▬▬▬ ▬▬ ▬▬▬▬▬ ▬ ▬▬▬ ▬▬▬▬ ▬▬ ▬▬▬ ▬▬▬▬ ▬ ▬▬ ▬▬▬▬▬ ▬▬▬ ▬▬ ▬▬▬▬ ▬ ▬▬▬ ▬▬▬▬▬ ▬▬ ▬▬▬ ▬ ▬▬▬▬ ▬▬ ▬▬▬ ▬▬▬▬▬ ▬ ▬▬ ▬▬▬▬ ▬▬▬ ▬▬ ▬▬▬▬▬ ▬ ▬▬▬ ▬▬▬▬ ▬▬ ▬▬▬ ▬▬▬▬ ▬ ▬▬ ▬▬▬▬▬ ▬▬▬ ▬▬ ▬▬▬▬ ▬ ▬▬▬ ▬▬▬▬▬ ▬▬ ▬▬▬ ▬ ▬▬▬▬ ▬▬ ▬▬▬ ▬▬▬▬▬ (36, 536, 136, 960)
table-row: ▬▬▬ ▬▬ ▬▬ ▬▬ ▬▬ ▬▬ (458, 445, 570, 451)
table-row: ▬▬▬ ▬▬▬▬ ▬▬ ▬▬ ▬▬ ▬▬ (458, 352, 570, 358)
table-row: ▬▬▬▬▬▬ ▬ ▬▬ ▬▬ ▬▬ ▬▬ (458, 399, 570, 405)
illegible-text-block: ▬▬▬ ▬▬ ▬▬▬▬ ▬ ▬▬▬▬▬ ▬▬ ▬▬▬ ▬▬▬▬ ▬▬ ▬ ▬▬▬▬▬ ▬▬▬ ▬▬ ▬▬▬▬ ▬ ▬▬▬ ▬▬▬▬▬ ▬▬ ▬▬▬ ▬ ▬▬▬▬ ▬▬ ▬▬▬ ▬▬▬▬▬ ▬ ▬▬ ▬▬▬▬ ▬▬▬ ▬▬ ▬▬▬▬▬ ▬ ▬▬▬ ▬▬▬▬ ▬▬ ▬▬▬ ▬▬▬▬ ▬ ▬▬ ▬▬▬▬▬ ▬▬▬ ▬▬ ▬▬▬▬ ▬ ▬▬▬ ▬▬▬▬▬ ▬▬ ▬▬▬ ▬ ▬▬▬▬ ▬▬ ▬▬▬ ▬▬▬▬▬ ▬ ▬▬ ▬▬▬▬ ▬▬▬ ▬▬ ▬▬▬▬▬ ▬ ▬▬▬ ▬▬▬▬ ▬▬ ▬▬▬ ▬▬▬▬ ▬ ▬▬ ▬▬▬▬▬ ▬▬▬ ▬▬ ▬▬▬▬ ▬ ▬▬▬ ▬▬▬▬▬ ▬▬ ▬▬▬ ▬ ▬▬▬▬ ▬▬ ▬▬▬ ▬▬▬▬▬ ▬ ▬▬ ▬▬▬▬ ▬▬▬ ▬▬ ▬▬▬▬▬ ▬ ▬▬▬ ▬▬▬▬ ▬▬ ▬▬▬ ▬▬▬▬ ▬ ▬▬ ▬▬▬▬▬ ▬▬▬ ▬▬ ▬▬▬▬ ▬ ▬▬▬ ▬▬▬▬▬ ▬▬ ▬▬▬ ▬ ▬▬▬▬ ▬▬ ▬▬▬ ▬▬▬▬▬ ▬ ▬▬ ▬▬▬▬ ▬▬▬ ▬▬ ▬▬▬▬▬ ▬ ▬▬▬ ▬▬▬▬ ▬▬ ▬▬▬ ▬▬▬▬ ▬ ▬▬ ▬▬▬▬▬ ▬▬▬ ▬▬ ▬▬▬▬ ▬ ▬▬▬ ▬▬▬▬▬ ▬▬ ▬▬▬ ▬ ▬▬▬▬ ▬▬ ▬▬▬ ▬▬▬▬▬ ▬ ▬▬ ▬▬▬▬ ▬▬▬ ▬▬ ▬▬▬▬▬ ▬ ▬▬▬ ▬▬▬▬ ▬▬ ▬▬▬ ▬▬▬▬ ▬ ▬▬ ▬▬▬▬▬ ▬▬▬ ▬▬ ▬▬▬▬ ▬ ▬▬▬ ▬▬▬▬▬ ▬▬ ▬▬▬ ▬ ▬▬▬▬ ▬▬ ▬▬▬ ▬▬▬▬▬ ▬ ▬▬ ▬▬▬▬ ▬▬▬ ▬▬ ▬▬▬▬▬ ▬ ▬▬▬ ▬▬▬▬ ▬▬ ▬▬▬ ▬▬▬▬ ▬ ▬▬ ▬▬▬▬▬ ▬▬▬ ▬▬ ▬▬▬▬ (351, 572, 449, 773)
printer-location: Minerva (545, 464, 567, 471)
column-2 (144, 118, 239, 965)
illegible-text-block: ▬▬▬ ▬▬ ▬▬▬▬ ▬ ▬▬▬▬▬ ▬▬ ▬▬▬ ▬▬▬▬ ▬▬ ▬ ▬▬▬▬▬ ▬▬▬ ▬▬ ▬▬▬▬ ▬ ▬▬▬ ▬▬▬▬▬ ▬▬ ▬▬▬ ▬ ▬▬▬▬ ▬▬ ▬▬▬ ▬▬▬▬▬ ▬ ▬▬ ▬▬▬▬ ▬▬▬ ▬▬ ▬▬▬▬▬ ▬ ▬▬▬ ▬▬▬▬ ▬▬ ▬▬▬ ▬▬▬▬ ▬ ▬▬ ▬▬▬▬▬ ▬▬▬ ▬▬ ▬▬▬▬ ▬ ▬▬▬ ▬▬▬▬▬ ▬▬ ▬▬▬ ▬ ▬▬▬▬ ▬▬ ▬▬▬ ▬▬▬▬▬ ▬ ▬▬ ▬▬▬▬ ▬▬▬ ▬▬ ▬▬▬▬▬ ▬ ▬▬▬ ▬▬▬▬ ▬▬ ▬▬▬ ▬▬▬▬ ▬ ▬▬ ▬▬▬▬▬ ▬▬▬ ▬▬ ▬▬▬▬ ▬ ▬▬▬ ▬▬▬▬▬ ▬▬ ▬▬▬ ▬ ▬▬▬▬ ▬▬ ▬▬▬ ▬▬▬▬▬ ▬ ▬▬ ▬▬▬▬ ▬▬▬ ▬▬ ▬▬▬▬▬ ▬ ▬▬▬ ▬▬▬▬ ▬▬ ▬▬▬ ▬▬▬▬ ▬ ▬▬ ▬▬▬▬▬ ▬▬▬ ▬▬ ▬▬▬▬ ▬ ▬▬▬ ▬▬▬▬▬ ▬▬ ▬▬▬ ▬ ▬▬▬▬ ▬▬ ▬▬▬ ▬▬▬▬▬ ▬ ▬▬ ▬▬▬▬ ▬▬▬ ▬▬ ▬▬▬▬▬ ▬ ▬▬▬ ▬▬▬▬ ▬▬ ▬▬▬ ▬▬▬▬ ▬ ▬▬ ▬▬▬▬▬ ▬▬▬ ▬▬ ▬▬▬▬ ▬ ▬▬▬ ▬▬▬▬▬ ▬▬ ▬▬▬ ▬ ▬▬▬▬ ▬▬ ▬▬▬ ▬▬▬▬▬ ▬ ▬▬ ▬▬▬▬ ▬▬▬ ▬▬ ▬▬▬▬▬ ▬ ▬▬▬ ▬▬▬▬ ▬▬ ▬▬▬ ▬▬▬▬ ▬ ▬▬ ▬▬▬▬▬ ▬▬▬ ▬▬ ▬▬▬▬ ▬ ▬▬▬ ▬▬▬▬▬ ▬▬ ▬▬▬ ▬ ▬▬▬▬ ▬▬ ▬▬▬ ▬▬▬▬▬ ▬ ▬▬ ▬▬▬▬ ▬▬▬ ▬▬ ▬▬▬▬▬ ▬ ▬▬▬ ▬▬▬▬ ▬▬ ▬▬▬ ▬▬▬▬ ▬ ▬▬ ▬▬▬▬▬ ▬▬▬ ▬▬ ▬▬▬▬ ▬ ▬▬▬ ▬▬▬▬▬ ▬▬ ▬▬▬ ▬ ▬▬▬▬ ▬▬ ▬▬▬ ▬▬▬▬▬ (457, 118, 575, 297)
divider (463, 475, 569, 476)
borsa-date: Roma, 1 Maggio 1888 (485, 325, 547, 332)
ultimi-dispacci-heading: ULTIMI DISPACCI (364, 777, 436, 787)
illegible-text-block: ▬▬ ▬▬▬ ▬▬▬▬ ▬ ▬▬▬▬▬ ▬▬ ▬▬▬ ▬▬▬▬ ▬▬ ▬ ▬▬▬▬▬ ▬▬▬ ▬▬ ▬▬▬▬ ▬ ▬▬▬ ▬▬▬▬▬ ▬▬ ▬▬▬ ▬ ▬▬▬▬ ▬▬ ▬▬▬ ▬▬▬▬▬ ▬ ▬▬ ▬▬▬▬ ▬▬▬ ▬▬ ▬▬▬▬▬ ▬ ▬▬▬ ▬▬▬▬ ▬▬ ▬▬▬ ▬▬▬▬ ▬ ▬▬ ▬▬▬▬▬ ▬▬▬ ▬▬ ▬▬▬▬ ▬ ▬▬▬ ▬▬▬▬▬ ▬▬ ▬▬▬ ▬ ▬▬▬▬ ▬▬ ▬▬▬ ▬▬▬▬▬ ▬ ▬▬ ▬▬▬▬ ▬▬▬ ▬▬ ▬▬▬▬▬ (144, 518, 239, 590)
column-4 (351, 118, 449, 888)
illegible-text-block: ▬▬▬ ▬▬ ▬▬▬▬ ▬ ▬▬▬▬▬ ▬▬ ▬▬▬ ▬▬▬▬ ▬▬ ▬ ▬▬▬▬▬ ▬▬▬ ▬▬ ▬▬▬▬ ▬ ▬▬▬ ▬▬▬▬▬ ▬▬ ▬▬▬ ▬ ▬▬▬▬ ▬▬ ▬▬▬ ▬▬▬▬▬ ▬ ▬▬ ▬▬▬▬ ▬▬▬ ▬▬ ▬▬▬▬▬ ▬ ▬▬▬ ▬▬▬▬ ▬▬ ▬▬▬ ▬▬▬▬ ▬ ▬▬ ▬▬▬▬▬ ▬▬▬ ▬▬ ▬▬▬▬ ▬ ▬▬▬ ▬▬▬▬▬ ▬▬ ▬▬▬ ▬ ▬▬▬▬ ▬▬ ▬▬▬ ▬▬▬▬▬ (144, 601, 239, 666)
